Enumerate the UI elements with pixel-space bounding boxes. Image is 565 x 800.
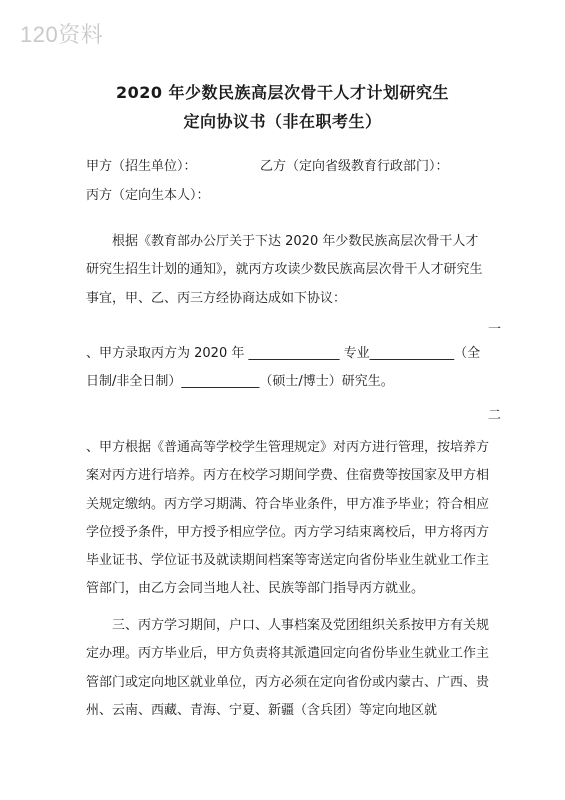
intro-paragraph: 根据《教育部办公厅关于下达 2020 年少数民族高层次骨干人才研究生招生计划的通知》，就丙方攻读少数民族高层次骨干人才研究生事宜，甲、乙、丙三方经协商达成如下协议： [86,234,483,306]
clause-2-paragraph: 、甲方根据《普通高等学校学生管理规定》对丙方进行管理，按培养方案对丙方进行培养。丙方在校学习期间学费、住宿费等按国家及甲方相关规定缴纳。丙方学习期满、符合毕业条件，甲方准予毕业；符合相应学位授予条件，甲方授予相应学位。丙方学习结束离校后，甲方将丙方毕业证书、学位证书及就读期间档案等寄送定向省份毕业生就业工作主管部门，由乙方会同当地人社、民族等部门指导丙方就业。 [86,440,490,597]
document-title-line-2: 定向协议书（非在职考生） [183,112,382,131]
party-a-label: 甲方（招生单位）： [86,159,197,174]
document-title-line-1: 2020 年少数民族高层次骨干人才计划研究生 [115,83,450,102]
clause-1-marker: 一 [487,322,501,337]
clause-3-paragraph: 三、丙方学习期间，户口、人事档案及党团组织关系按甲方有关规定办理。丙方毕业后，甲方负责将其派遣回定向省份毕业生就业工作主管部门或定向地区就业单位，丙方必须在定向省份或内蒙古、广西、贵州、云南、西藏、青海、宁夏、新疆（含兵团）等定向地区就 [86,618,490,718]
clause-1-paragraph: 、甲方录取丙方为 2020 年 ______________ 专业_____________（全日制/非全日制）____________（硕士/博士）研究生。 [86,346,481,390]
party-b-label: 乙方（定向省级教育行政部门）： [260,159,449,174]
clause-2-marker: 二 [487,408,501,423]
party-c-label: 丙方（定向生本人）： [86,188,210,203]
watermark: 120资料 [20,22,104,47]
